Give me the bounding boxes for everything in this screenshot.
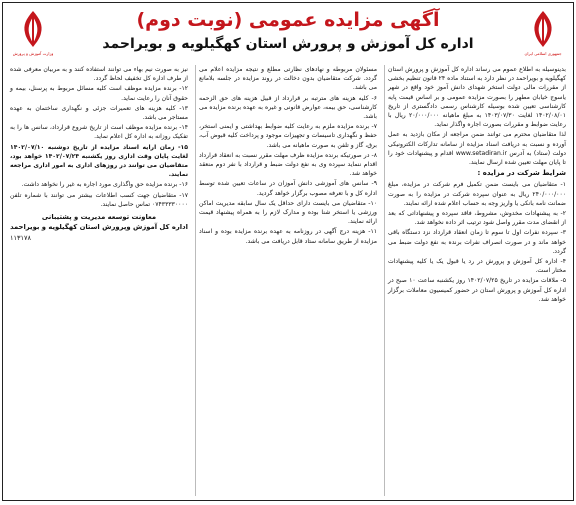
paragraph: ۱- متقاضیان می بایست ضمن تکمیل فرم شرکت در مزایده، مبلغ ۲۴۰/۰۰۰/۰۰۰ ریال به عنوان سپرده شرکت در مزایده را به صورت ضمانت نامه بانکی یا واریز وجه به حساب اعلام شده ارائه نمایند. (388, 181, 566, 207)
signature-line: اداره کل آموزش وپرورش استان کهگیلویه و بویراحمد (10, 223, 188, 232)
column-right (384, 65, 569, 496)
signature-block (10, 212, 188, 232)
iran-emblem-icon: وزارت آموزش و پرورش (11, 7, 55, 61)
column-middle (195, 65, 380, 496)
paragraph: ۶- کلیه هزینه های مترتبه بر قرارداد از قبیل هزینه های حق الزحمه کارشناسی، حق بیمه، عوارض قانونی و غیره به عهده برنده مزایده می باشد. (199, 94, 377, 121)
section-heading: شرایط شرکت در مزایده : (477, 169, 566, 178)
paragraph: ۱۵- زمان ارایه اسناد مزایده از تاریخ دوشنبه ۱۴۰۲/۰۷/۱۰ لغایت پایان وقت اداری روز یکشنبه ۱۴۰۲/۰۷/۲۴ خواهد بود، متقاضیان می توانند در روزهای اداری به امور اداری مراجعه نمایند. (10, 143, 188, 179)
paragraph: ۹- سانس های آموزشی دانش آموزان در ساعات تعیین شده توسط اداره کل و با تعرفه مصوب برگزار خواهد گردید. (199, 180, 377, 197)
ad-code: ۱۱۳۱۷۸ (10, 234, 31, 243)
signature-line: معاونت توسعه مدیریت و پشتیبانی (41, 213, 157, 222)
paragraph: ۱۷- متقاضیان جهت کسب اطلاعات بیشتر می توانند با شماره تلفن ۰۷۴۳۳۳۳۰۰۰۰ تماس حاصل نمایند. (10, 191, 188, 208)
column-left (7, 65, 191, 496)
ad-subtitle: اداره کل آموزش و پرورش استان کهگیلویه و بویراحمد (102, 36, 474, 52)
paragraph: ۸- در صورتیکه برنده مزایده ظرف مهلت مقرر نسبت به انعقاد قرارداد اقدام ننماید سپرده وی به نفع دولت ضبط و قرارداد با نفر دوم منعقد خواهد شد. (199, 151, 377, 178)
iran-emblem-icon: جمهوری اسلامی ایران (521, 7, 565, 61)
paragraph: ۲- به پیشنهادات مخدوش، مشروط، فاقد سپرده و پیشنهاداتی که بعد از انقضای مدت مقرر واصل شود ترتیب اثر داده نخواهد شد. (388, 210, 566, 227)
paragraph: ۱۶- برنده مزایده حق واگذاری مورد اجاره به غیر را نخواهد داشت. (21, 181, 188, 189)
paragraph: ۱۱- هزینه درج آگهی در روزنامه به عهده برنده مزایده بوده و اسناد مزایده از طریق سامانه ستاد قابل دریافت می باشد. (199, 228, 377, 245)
paragraph: لذا متقاضیان محترم می توانند ضمن مراجعه از مکان بازدید به عمل آورده و نسبت به دریافت اسناد مزایده از سامانه تدارکات الکترونیکی دولت (ستاد) به آدرس www.setadiran.ir اقدام و پیشنهادات خود را تا پایان مهلت تعیین شده ارسال نمایند. (388, 131, 566, 167)
newspaper-ad (2, 2, 574, 501)
paragraph: ۱۲- برنده مزایده موظف است کلیه مسائل مربوط به پرسنل، بیمه و حقوق آنان را رعایت نماید. (10, 85, 188, 102)
paragraph: ۷- برنده مزایده ملزم به رعایت کلیه ضوابط بهداشتی و ایمنی استخر، حفظ و نگهداری تاسیسات و تجهیزات موجود و پرداخت کلیه قبوض آب، برق، گاز و تلفن به صورت ماهیانه می باشد. (199, 123, 377, 149)
paragraph: ۱۰- متقاضیان می بایست دارای حداقل یک سال سابقه مدیریت اماکن ورزشی یا استخر شنا بوده و مدارک لازم را به همراه پیشنهاد قیمت ارائه نمایند. (199, 199, 377, 226)
paragraph: ۴- اداره کل آموزش و پرورش در رد یا قبول یک یا کلیه پیشنهادات مختار است. (388, 258, 566, 275)
paragraph: بدینوسیله به اطلاع عموم می رساند اداره کل آموزش و پرورش استان کهگیلویه و بویراحمد در نظر دارد به استناد ماده ۲۴ قانون تنظیم بخشی از مقررات مالی دولت استخر شهدای دانش آموز خود واقع در شهر یاسوج خیابان مطهر را بصورت مزایده عمومی و بر اساس قیمت پایه کارشناسی تعیین شده بوسیله کارشناس رسمی دادگستری از تاریخ ۱۴۰۲/۰۸/۰۱ لغایت ۱۴۰۳/۰۷/۳۰ به مبلغ ماهیانه ۲۰/۰۰۰/۰۰۰ ریال با رعایت ضوابط و مقررات بصورت اجاره واگذار نماید. (388, 66, 566, 129)
ad-header (3, 3, 573, 65)
paragraph: ۱۳- کلیه هزینه های تعمیرات جزئی و نگهداری ساختمان به عهده مستاجر می باشد. (10, 104, 188, 122)
paragraph: نیز به صورت نیم بهاء می توانند استفاده کنند و به مربیان معرفی شده از طرف اداره کل تخفیف لحاظ گردد. (10, 66, 188, 83)
paragraph: ۳- سپرده نفرات اول تا سوم تا زمان انعقاد قرارداد نزد دستگاه باقی خواهد ماند و در صورت انصراف نفرات برنده به نفع دولت ضبط می گردد. (388, 229, 566, 255)
ad-title: آگهی مزایده عمومی (نوبت دوم) (136, 9, 440, 31)
paragraph: ۱۴- برنده مزایده موظف است از تاریخ شروع قرارداد، سانس ها را به تفکیک روزانه به اداره کل اعلام نماید. (10, 124, 188, 141)
paragraph: ۵- ملاقات مزایده در تاریخ ۱۴۰۲/۰۷/۲۵ روز یکشنبه ساعت ۱۰ صبح در اداره کل آموزش و پرورش استان در حضور کمیسیون معاملات برگزار خواهد شد. (388, 277, 566, 303)
paragraph: مسئولان مربوطه و نهادهای نظارتی مطلع و نتیجه مزایده اعلام می گردد. شرکت متقاضیان بدون دخالت در روند مزایده در جلسه بلامانع می باشد. (199, 66, 377, 92)
ad-columns (7, 65, 569, 496)
